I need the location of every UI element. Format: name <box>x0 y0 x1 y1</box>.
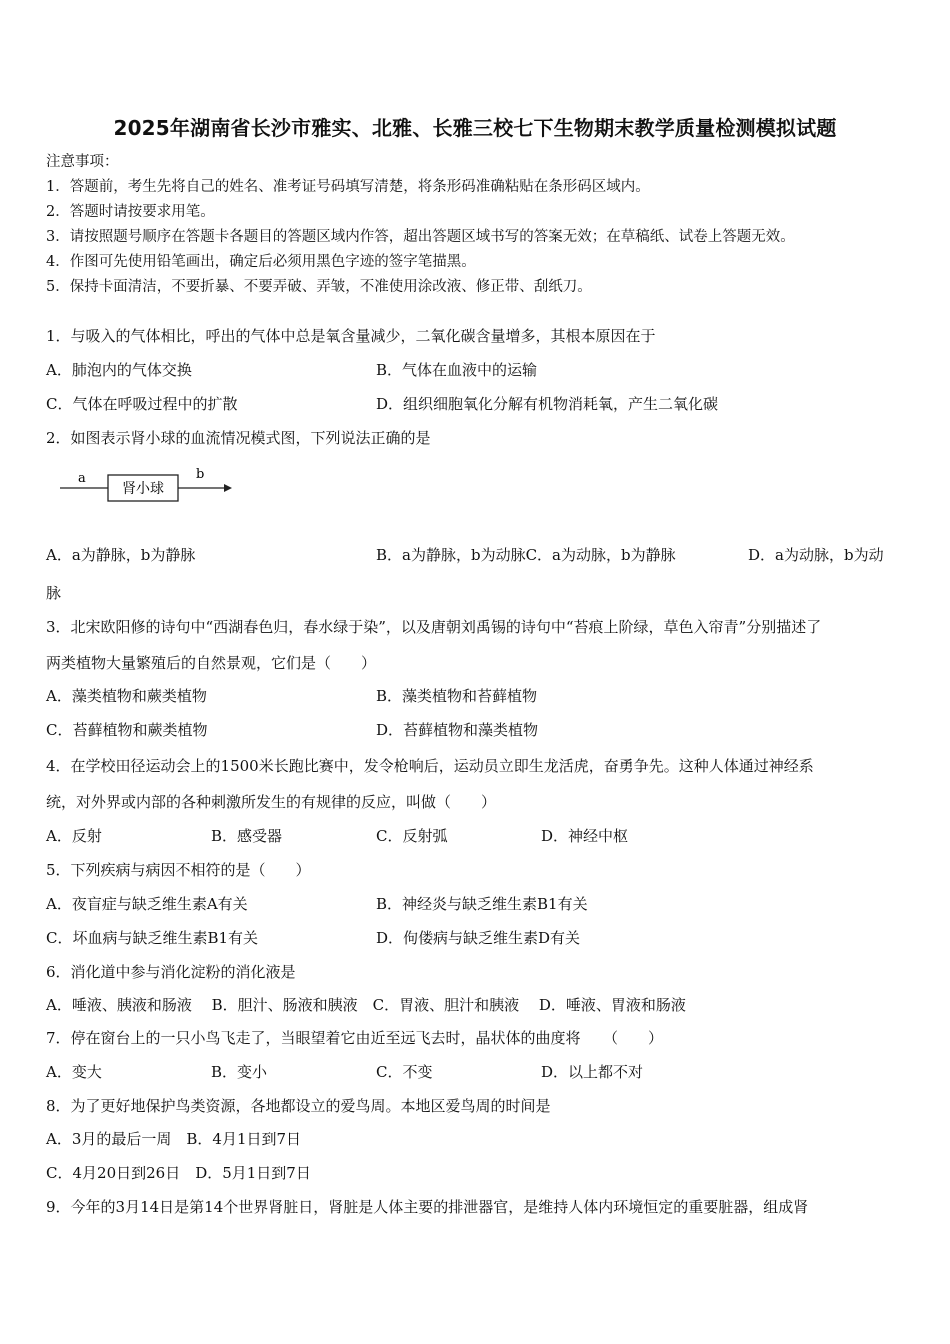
outflow-label: b <box>196 467 205 482</box>
q4-stem-1: 4．在学校田径运动会上的1500米长跑比赛中，发令枪响后，运动员立即生龙活虎，奋勇争先。这种人体通过神经系 <box>46 757 814 775</box>
q6-options: A．唾液、胰液和肠液 B．胆汁、肠液和胰液 C．胃液、胆汁和胰液 D．唾液、胃液和肠液 <box>46 996 686 1014</box>
q2-stem: 2．如图表示肾小球的血流情况模式图，下列说法正确的是 <box>46 429 431 447</box>
outflow-arrowhead <box>224 484 232 492</box>
q1-option-b: B．气体在血液中的运输 <box>376 361 538 379</box>
page-title: 2025年湖南省长沙市雅实、北雅、长雅三校七下生物期末教学质量检测模拟试题 <box>113 116 837 140</box>
q4-option-c: C．反射弧 <box>376 827 448 845</box>
q5-option-d: D．佝偻病与缺乏维生素D有关 <box>376 929 581 947</box>
q4-stem-2: 统，对外界或内部的各种刺激所发生的有规律的反应，叫做（ ） <box>46 793 497 811</box>
inflow-label: a <box>78 471 86 486</box>
q7-option-b: B．变小 <box>211 1063 268 1081</box>
q3-option-a: A．藻类植物和蕨类植物 <box>46 687 207 705</box>
notice-heading: 注意事项： <box>46 154 119 170</box>
q2-option-a: A．a为静脉，b为静脉 <box>46 546 196 564</box>
q8-options-cd: C．4月20日到26日 D．5月1日到7日 <box>46 1164 311 1182</box>
q8-stem: 8．为了更好地保护鸟类资源，各地都设立的爱鸟周。本地区爱鸟周的时间是 <box>46 1097 551 1115</box>
q4-option-b: B．感受器 <box>211 827 283 845</box>
q6-stem: 6．消化道中参与消化淀粉的消化液是 <box>46 963 296 981</box>
q2-option-d-cont: 脉 <box>46 584 62 602</box>
q3-option-d: D．苔藓植物和藻类植物 <box>376 721 539 739</box>
notice-item-4: 4．作图可先使用铅笔画出，确定后必须用黑色字迹的签字笔描黑。 <box>46 254 476 270</box>
q1-stem: 1．与吸入的气体相比，呼出的气体中总是氧含量减少，二氧化碳含量增多，其根本原因在于 <box>46 327 656 345</box>
q7-option-a: A．变大 <box>46 1063 102 1081</box>
notice-item-1: 1．答题前，考生先将自己的姓名、准考证号码填写清楚，将条形码准确粘贴在条形码区域内。 <box>46 179 650 195</box>
q1-option-c: C．气体在呼吸过程中的扩散 <box>46 395 238 413</box>
q3-option-c: C．苔藓植物和蕨类植物 <box>46 721 208 739</box>
q5-option-b: B．神经炎与缺乏维生素B1有关 <box>376 895 588 913</box>
notice-item-2: 2．答题时请按要求用笔。 <box>46 204 215 220</box>
q7-option-c: C．不变 <box>376 1063 433 1081</box>
q5-option-a: A．夜盲症与缺乏维生素A有关 <box>46 895 248 913</box>
q3-stem-2: 两类植物大量繁殖后的自然景观，它们是（ ） <box>46 654 377 672</box>
q5-option-c: C．坏血病与缺乏维生素B1有关 <box>46 929 259 947</box>
q2-option-bc: B．a为静脉，b为动脉C．a为动脉，b为静脉 <box>376 546 676 564</box>
glomerulus-label: 肾小球 <box>122 481 164 497</box>
notice-item-3: 3．请按照题号顺序在答题卡各题目的答题区域内作答，超出答题区域书写的答案无效；在草稿纸、试卷上答题无效。 <box>46 229 795 245</box>
notice-item-5: 5．保持卡面清洁，不要折暴、不要弄破、弄皱，不准使用涂改液、修正带、刮纸刀。 <box>46 279 592 295</box>
q4-option-a: A．反射 <box>46 827 102 845</box>
q3-stem-1: 3．北宋欧阳修的诗句中“西湖春色归，春水绿于染”，以及唐朝刘禹锡的诗句中“苔痕上阶绿，草色入帘青”分别描述了 <box>46 618 822 636</box>
q9-stem: 9．今年的3月14日是第14个世界肾脏日，肾脏是人体主要的排泄器官，是维持人体内环境恒定的重要脏器，组成肾 <box>46 1198 809 1216</box>
q4-option-d: D．神经中枢 <box>541 827 629 845</box>
q1-option-a: A．肺泡内的气体交换 <box>46 361 192 379</box>
q2-option-d: D．a为动脉，b为动 <box>748 546 884 564</box>
q5-stem: 5．下列疾病与病因不相符的是（ ） <box>46 861 311 879</box>
glomerulus-diagram <box>58 465 238 511</box>
q7-stem: 7．停在窗台上的一只小鸟飞走了，当眼望着它由近至远飞去时，晶状体的曲度将 （ ） <box>46 1029 664 1047</box>
q3-option-b: B．藻类植物和苔藓植物 <box>376 687 538 705</box>
q7-option-d: D．以上都不对 <box>541 1063 644 1081</box>
q1-option-d: D．组织细胞氧化分解有机物消耗氧，产生二氧化碳 <box>376 395 719 413</box>
q8-options-ab: A．3月的最后一周 B．4月1日到7日 <box>46 1130 302 1148</box>
